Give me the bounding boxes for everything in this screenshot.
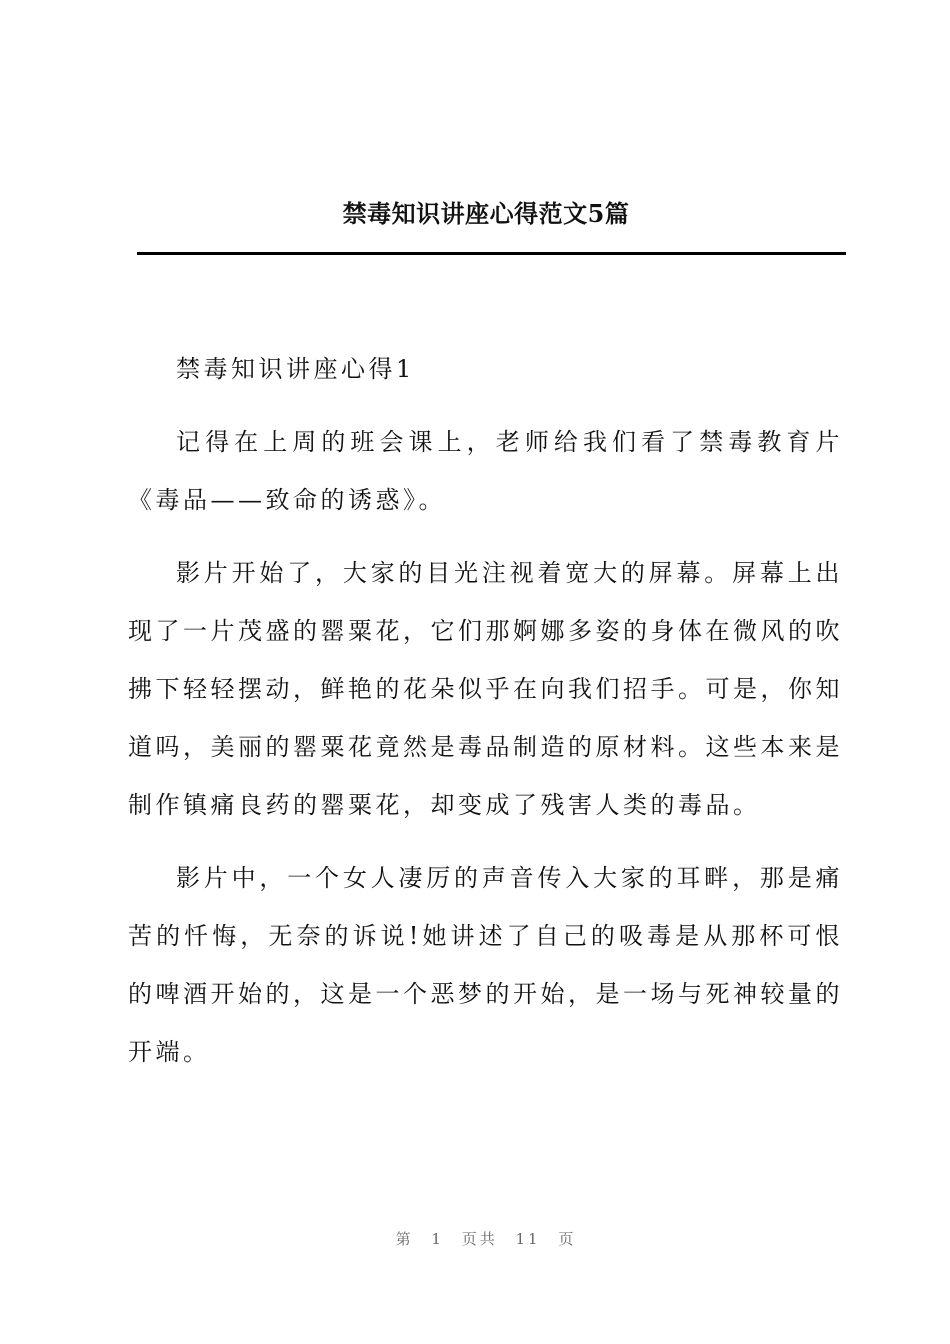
document-body xyxy=(128,340,843,1096)
title-divider xyxy=(137,252,846,255)
body-paragraph: 影片中，一个女人凄厉的声音传入大家的耳畔，那是痛苦的忏悔，无奈的诉说!她讲述了自己的吸毒是从那杯可恨的啤酒开始的，这是一个恶梦的开始，是一场与死神较量的开端。 xyxy=(128,864,843,1066)
document-title: 禁毒知识讲座心得范文5篇 xyxy=(342,199,630,228)
section-heading: 禁毒知识讲座心得1 xyxy=(176,355,415,383)
body-paragraph: 影片开始了，大家的目光注视着宽大的屏幕。屏幕上出现了一片茂盛的罂粟花，它们那婀娜多姿的身体在微风的吹拂下轻轻摆动，鲜艳的花朵似乎在向我们招手。可是，你知道吗，美丽的罂粟花竟然是毒品制造的原材料。这些本来是制作镇痛良药的罂粟花，却变成了残害人类的毒品。 xyxy=(128,559,843,819)
body-paragraph: 记得在上周的班会课上，老师给我们看了禁毒教育片《毒品——致命的诱惑》。 xyxy=(128,428,843,514)
page-footer: 第 1 页共 11 页 xyxy=(395,1230,577,1248)
